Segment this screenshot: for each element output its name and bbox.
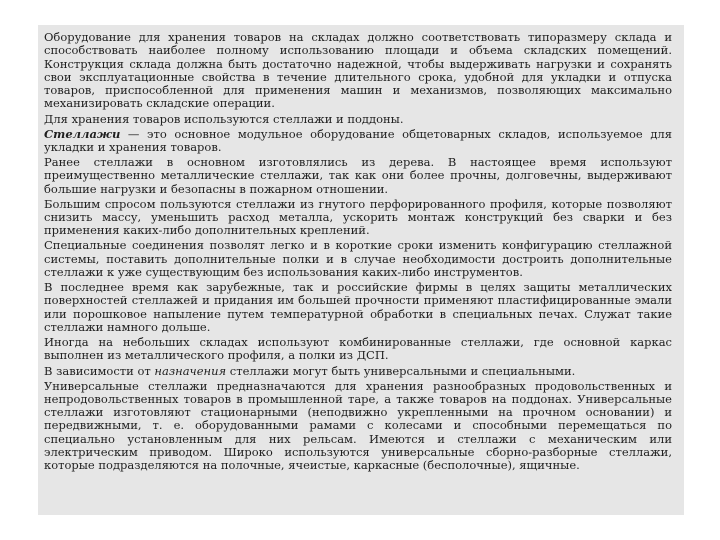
paragraph-text: — это основное модульное оборудование общетоварных складов, используемое для укладки и хранения товаров. <box>44 126 672 154</box>
paragraph-text: Универсальные стеллажи предназначаются для хранения разнообразных продовольственных и непродовольственных товаров в промышленной таре, а также товаров на поддонах. Универсальные стеллажи изготовляют стационарными (неподвижно укрепленными на прочном основании) и передвижными, т. е. оборудованными рамами с колесами и способными перемещаться по специально установленным для них рельсам. Имеются и стеллажи с механическим или электрическим приводом. Широко используются универсальные сборно-разборные стеллажи, которые подразделяются на полочные, ячеистые, каркасные (бесполочные), ящичные. <box>44 378 672 473</box>
paragraph-text: В зависимости от <box>44 363 155 378</box>
paragraph-text: Большим спросом пользуются стеллажи из гнутого перфорированного профиля, которые позволяют снизить массу, уменьшить расход металла, ускорить монтаж конструкций без сварки и без применения каких-либо дополнительных креплений. <box>44 196 672 238</box>
paragraph-text: Оборудование для хранения товаров на складах должно соответствовать типоразмеру склада и способствовать наиболее полному использованию площади и объема складских помещений. Конструкция склада должна быть достаточно надежной, чтобы выдерживать нагрузки и сохранять свои эксплуатационные свойства в течение длительного срока, удобной для укладки и отпуска товаров, приспособленной для применения машин и механизмов, позволяющих максимально механизировать складские операции. <box>44 30 672 111</box>
paragraph-text: Для хранения товаров используются стеллажи и поддоны. <box>44 111 404 126</box>
paragraph-racks-and-pallets <box>44 113 672 126</box>
paragraph-perforated-profile <box>44 198 672 238</box>
paragraph-wood-metal <box>44 156 672 196</box>
paragraph-combined-racks <box>44 336 672 363</box>
paragraph-racks-definition <box>44 128 672 155</box>
paragraph-text: В последнее время как зарубежные, так и российские фирмы в целях защиты металлических поверхностей стеллажей и придания им большей прочности применяют пластифицированные эмали или порошковое напыление путем температурной обработки в специальных печах. Служат такие стеллажи намного дольше. <box>44 280 672 335</box>
paragraph-purpose <box>44 365 672 378</box>
emphasis-purpose: назначения <box>154 363 227 378</box>
text-panel <box>38 25 684 515</box>
paragraph-special-joints <box>44 239 672 279</box>
paragraph-text: стеллажи могут быть универсальными и специальными. <box>226 363 576 378</box>
paragraph-universal-racks <box>44 380 672 473</box>
paragraph-text: Ранее стеллажи в основном изготовлялись из дерева. В настоящее время используют преимущественно металлические стеллажи, так как они более прочны, долговечны, выдерживают большие нагрузки и безопасны в пожарном отношении. <box>44 155 672 196</box>
paragraph-coatings <box>44 281 672 334</box>
term-racks: Стеллажи <box>44 126 121 141</box>
paragraph-warehouse-equipment <box>44 31 672 111</box>
paragraph-text: Специальные соединения позволят легко и в короткие сроки изменить конфигурацию стеллажной системы, поставить дополнительные полки и в случае необходимости достроить дополнительные стеллажи к уже существующим без использования каких-либо инструментов. <box>44 238 672 280</box>
paragraph-text: Иногда на небольших складах используют комбинированные стеллажи, где основной каркас выполнен из металлического профиля, а полки из ДСП. <box>44 335 672 363</box>
